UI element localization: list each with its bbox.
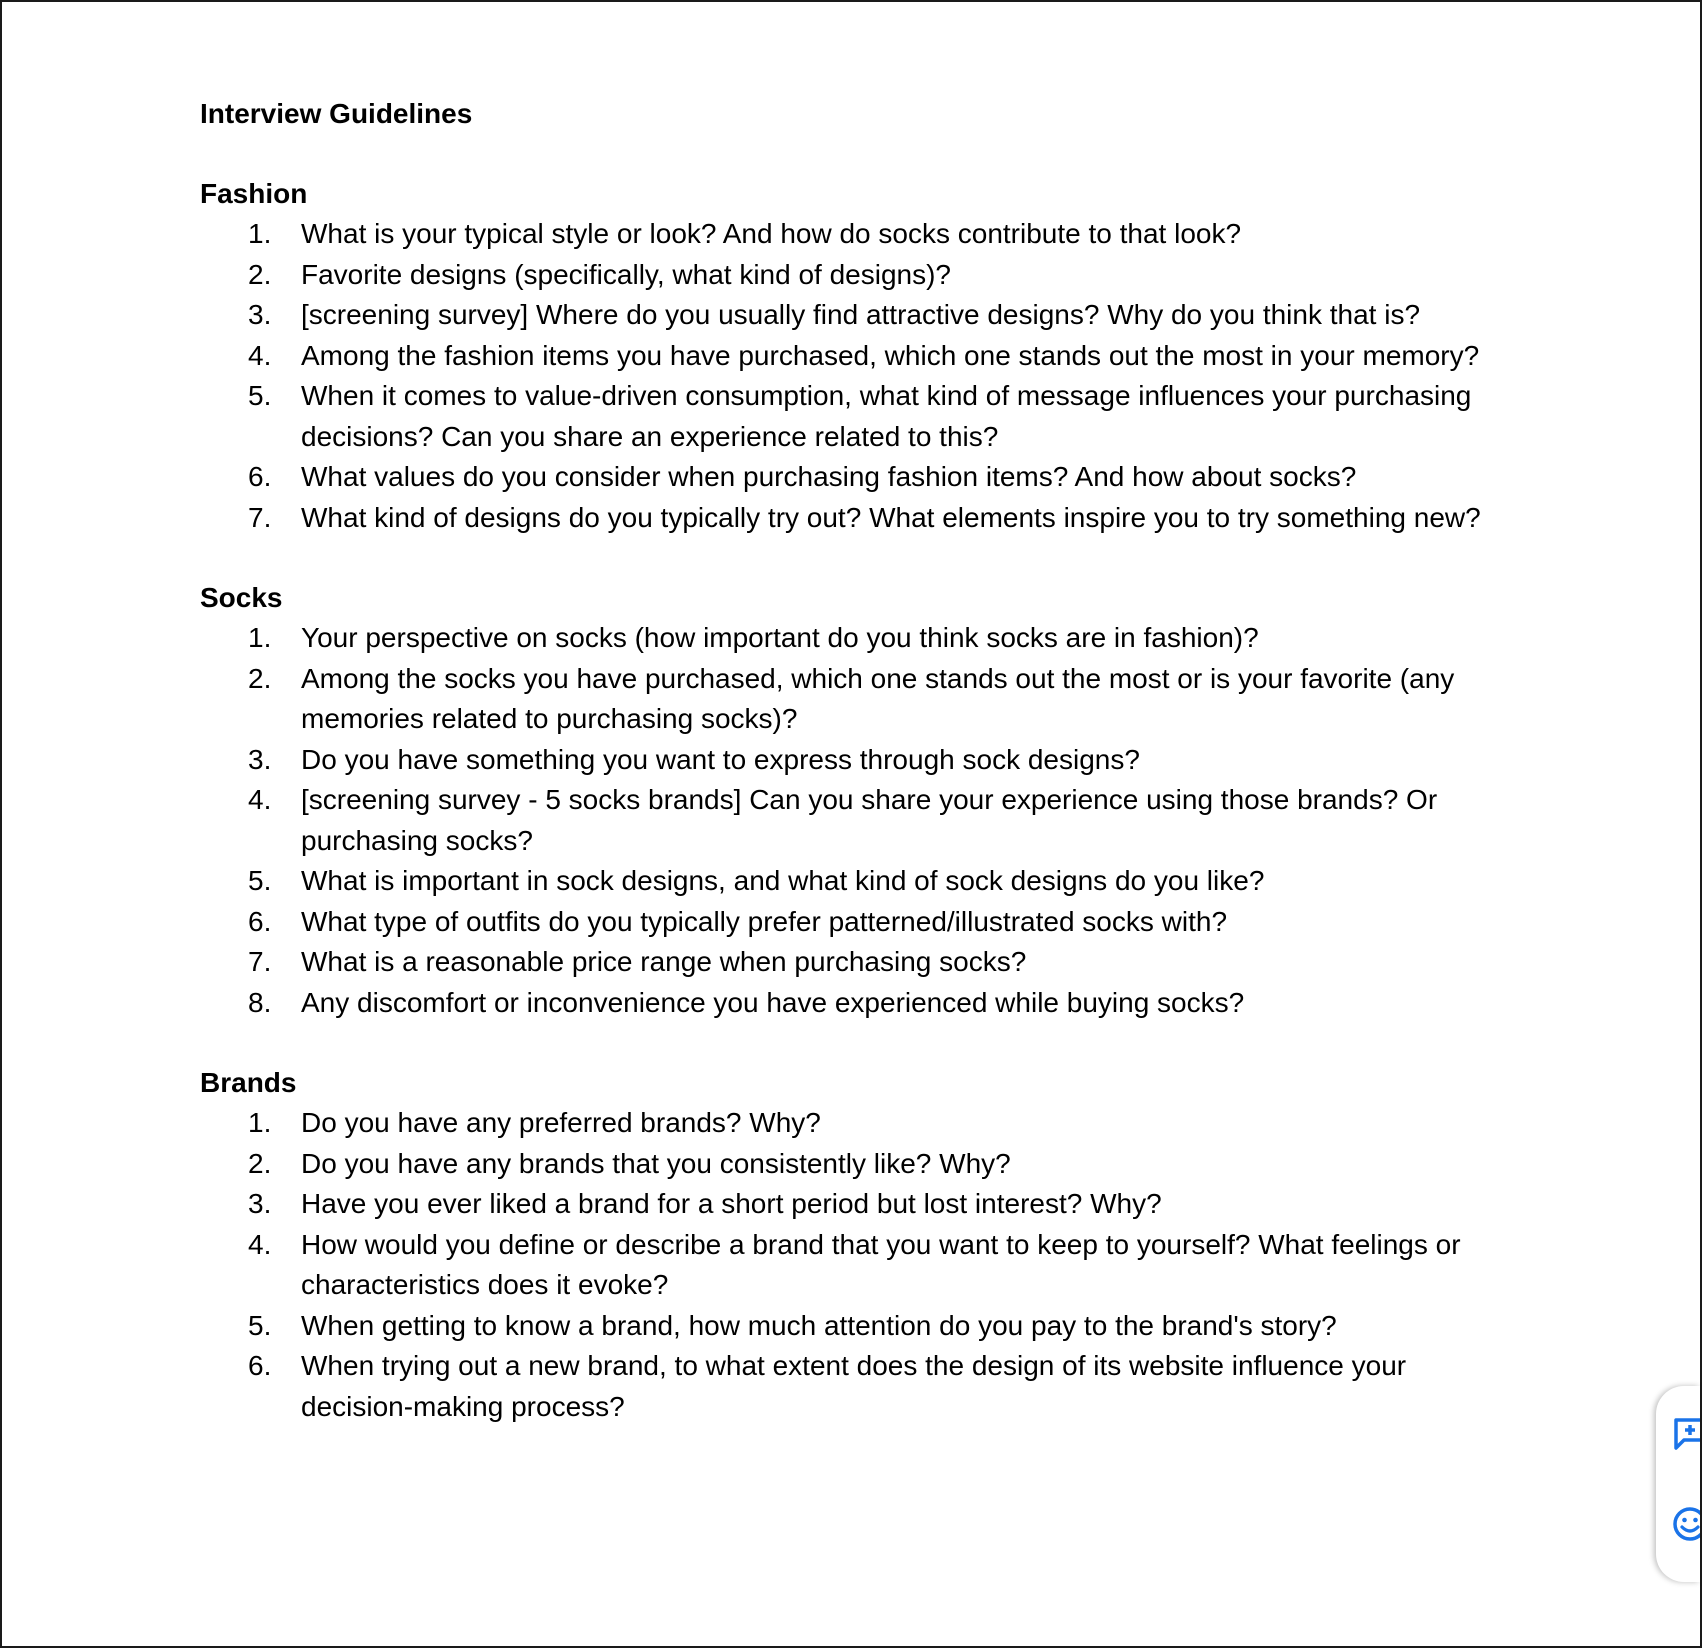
question-text: When getting to know a brand, how much attention do you pay to the brand's story?	[301, 1309, 1337, 1341]
section-heading: Brands	[200, 1067, 297, 1098]
question-text: What is your typical style or look? And how do socks contribute to that look?	[301, 218, 1242, 249]
question-text: How would you define or describe a brand that you want to keep to yourself? What feelings or characteristics does it evoke?	[301, 1228, 1461, 1300]
question-item	[200, 861, 1520, 902]
section-fashion	[200, 174, 1520, 538]
question-item	[200, 336, 1520, 377]
question-number: 7.	[248, 946, 272, 977]
question-text: Any discomfort or inconvenience you have experienced while buying socks?	[301, 986, 1245, 1018]
question-text: Your perspective on socks (how important do you think socks are in fashion)?	[301, 622, 1259, 653]
question-number: 6.	[248, 905, 272, 937]
question-item	[200, 1346, 1520, 1427]
question-text: [screening survey] Where do you usually find attractive designs? Why do you think that is?	[301, 299, 1421, 330]
question-text: What values do you consider when purchasing fashion items? And how about socks?	[301, 461, 1357, 492]
question-item	[200, 1306, 1520, 1347]
question-item	[200, 983, 1520, 1024]
question-text: Among the socks you have purchased, which one stands out the most or is your favorite (any memories related to purchasing socks)?	[301, 662, 1455, 734]
question-number: 1.	[248, 1107, 272, 1138]
question-text: Favorite designs (specifically, what kind of designs)?	[301, 258, 952, 290]
question-list	[200, 1103, 1520, 1427]
question-item	[200, 780, 1520, 861]
question-number: 6.	[248, 1350, 272, 1381]
question-item	[200, 376, 1520, 457]
question-list	[200, 618, 1520, 1023]
question-text: Have you ever liked a brand for a short period but lost interest? Why?	[301, 1188, 1162, 1219]
question-number: 3.	[248, 299, 272, 330]
question-text: What is important in sock designs, and what kind of sock designs do you like?	[301, 865, 1265, 896]
question-item	[200, 295, 1520, 336]
question-item	[200, 659, 1520, 740]
question-number: 4.	[248, 784, 272, 815]
question-text: What kind of designs do you typically try out? What elements inspire you to try something new?	[301, 501, 1481, 533]
question-number: 4.	[248, 339, 272, 371]
section-heading: Socks	[200, 582, 283, 613]
question-item	[200, 214, 1520, 255]
question-text: Do you have any brands that you consistently like? Why?	[301, 1147, 1011, 1179]
question-item	[200, 1225, 1520, 1306]
question-item	[200, 1184, 1520, 1225]
question-item	[200, 902, 1520, 943]
question-item	[200, 618, 1520, 659]
section-brands	[200, 1063, 1520, 1427]
question-item	[200, 457, 1520, 498]
question-number: 5.	[248, 380, 272, 411]
section-heading: Fashion	[200, 178, 308, 209]
question-list	[200, 214, 1520, 538]
emoji-reaction-icon[interactable]	[1670, 1504, 1700, 1544]
question-item	[200, 942, 1520, 983]
question-item	[200, 255, 1520, 296]
question-number: 4.	[248, 1228, 272, 1260]
side-action-panel	[1656, 1386, 1700, 1582]
question-number: 2.	[248, 1147, 272, 1179]
question-number: 2.	[248, 662, 272, 694]
question-text: When trying out a new brand, to what extent does the design of its website influence your decision-making process?	[301, 1350, 1407, 1422]
section-socks	[200, 578, 1520, 1023]
document-title: Interview Guidelines	[200, 98, 473, 129]
question-number: 5.	[248, 865, 272, 896]
question-item	[200, 1103, 1520, 1144]
question-number: 5.	[248, 1309, 272, 1341]
document-body	[200, 94, 1520, 1427]
question-text: What type of outfits do you typically prefer patterned/illustrated socks with?	[301, 905, 1228, 937]
question-number: 7.	[248, 501, 272, 533]
question-text: Do you have any preferred brands? Why?	[301, 1107, 821, 1138]
question-number: 3.	[248, 1188, 272, 1219]
question-number: 3.	[248, 743, 272, 775]
add-comment-icon[interactable]	[1670, 1414, 1700, 1454]
question-number: 2.	[248, 258, 272, 290]
question-item	[200, 740, 1520, 781]
question-text: Do you have something you want to express through sock designs?	[301, 743, 1140, 775]
question-number: 6.	[248, 461, 272, 492]
question-text: [screening survey - 5 socks brands] Can you share your experience using those brands? Or purchasing socks?	[301, 784, 1438, 856]
question-item	[200, 1144, 1520, 1185]
question-number: 1.	[248, 622, 272, 653]
question-number: 8.	[248, 986, 272, 1018]
question-text: Among the fashion items you have purchased, which one stands out the most in your memory?	[301, 339, 1480, 371]
question-number: 1.	[248, 218, 272, 249]
question-text: When it comes to value-driven consumption, what kind of message influences your purchasing decisions? Can you share an experience related to this?	[301, 380, 1472, 452]
question-item	[200, 498, 1520, 539]
sections-container	[200, 174, 1520, 1427]
question-text: What is a reasonable price range when purchasing socks?	[301, 946, 1027, 977]
